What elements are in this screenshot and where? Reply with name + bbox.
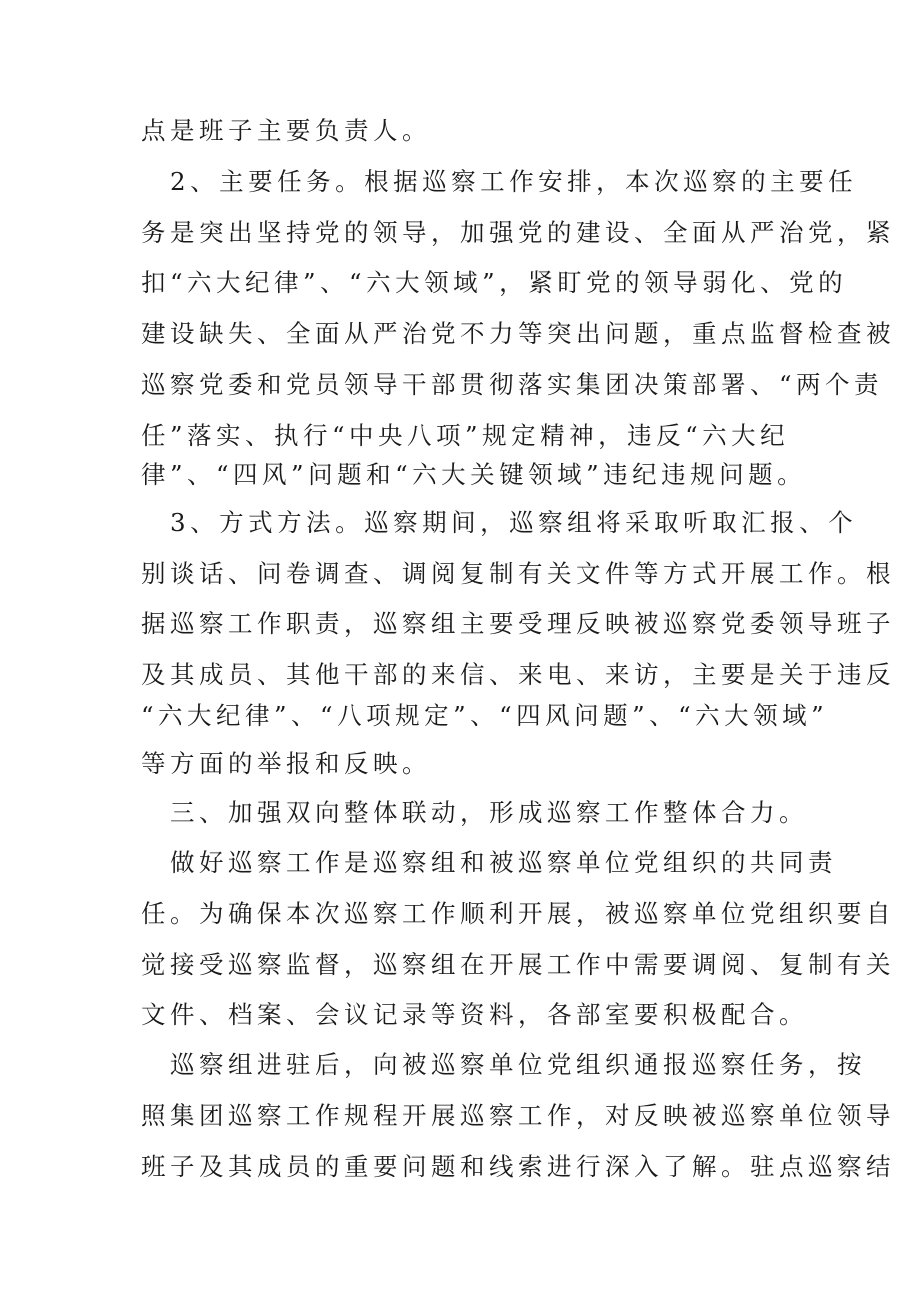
text-line: 巡察组进驻后，向被巡察单位党组织通报巡察任务，按 (141, 1050, 866, 1079)
text-line: “六大纪律”、“八项规定”、“四风问题”、“六大领域” (141, 701, 829, 730)
text-line: 及其成员、其他干部的来信、来电、来访，主要是关于违反 (141, 660, 895, 689)
text-line: 据巡察工作职责，巡察组主要受理反映被巡察党委领导班子 (141, 609, 895, 638)
text-line: 班子及其成员的重要问题和线索进行深入了解。驻点巡察结 (141, 1152, 895, 1181)
text-line: 律”、“四风”问题和“六大关键领域”违纪违规问题。 (141, 460, 807, 489)
text-line: 觉接受巡察监督，巡察组在开展工作中需要调阅、复制有关 (141, 950, 895, 979)
text-line: 点是班子主要负责人。 (141, 116, 431, 145)
text-line: 文件、档案、会议记录等资料，各部室要积极配合。 (141, 1000, 808, 1029)
text-line: 别谈话、问卷调查、调阅复制有关文件等方式开展工作。根 (141, 559, 895, 588)
text-line: 照集团巡察工作规程开展巡察工作，对反映被巡察单位领导 (141, 1101, 895, 1130)
text-line: 巡察党委和党员领导干部贯彻落实集团决策部署、“两个责 (141, 370, 884, 399)
text-line: 等方面的举报和反映。 (141, 749, 431, 778)
text-line: 扣“六大纪律”、“六大领域”，紧盯党的领导弱化、党的 (141, 268, 848, 297)
text-line: 做好巡察工作是巡察组和被巡察单位党组织的共同责 (141, 848, 837, 877)
text-line: 3、方式方法。巡察期间，巡察组将采取听取汇报、个 (141, 508, 858, 537)
text-line: 建设缺失、全面从严治党不力等突出问题，重点监督检查被 (141, 319, 895, 348)
section-heading: 三、加强双向整体联动，形成巡察工作整体合力。 (141, 798, 808, 827)
text-line: 务是突出坚持党的领导，加强党的建设、全面从严治党，紧 (141, 218, 895, 247)
text-line: 任”落实、执行“中央八项”规定精神，违反“六大纪 (141, 421, 790, 450)
text-line: 任。为确保本次巡察工作顺利开展，被巡察单位党组织要自 (141, 899, 895, 928)
text-line: 2、主要任务。根据巡察工作安排，本次巡察的主要任 (141, 167, 858, 196)
